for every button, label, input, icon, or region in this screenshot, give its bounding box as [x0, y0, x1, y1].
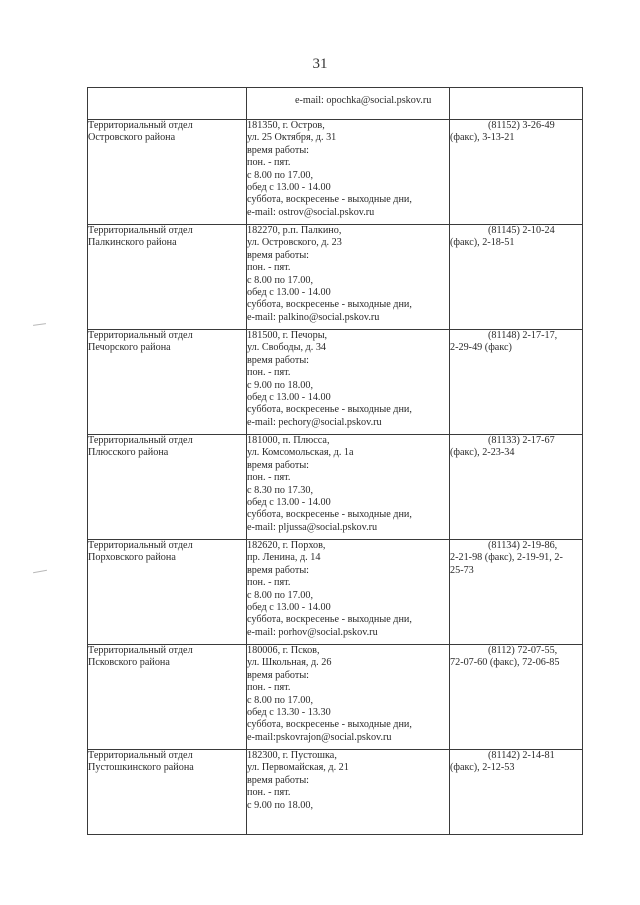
address-line: 182270, р.п. Палкино,	[247, 225, 342, 236]
phone-line: (81152) 3-26-49	[488, 120, 555, 131]
address-line: 182620, г. Порхов,	[247, 540, 326, 551]
address-line: время работы:	[247, 354, 309, 366]
address-line: 182300, г. Пустошка,	[247, 750, 337, 761]
address-line: e-mail: pljussa@social.pskov.ru	[247, 521, 378, 533]
address-line: ул. Первомайская, д. 21	[247, 762, 349, 774]
address-line: пр. Ленина, д. 14	[247, 552, 321, 564]
phone-line: (81148) 2-17-17,	[488, 330, 558, 341]
address-cell	[247, 750, 450, 835]
address-line: с 8.30 по 17.30,	[247, 484, 314, 496]
address-line: обед с 13.00 - 14.00	[247, 287, 331, 299]
dept-cell	[88, 435, 247, 540]
address-line: пон. - пят.	[247, 262, 291, 274]
table-row	[88, 750, 583, 835]
address-line: обед с 13.00 - 14.00	[247, 182, 331, 194]
dept-cell	[88, 540, 247, 645]
address-line: ул. 25 Октября, д. 31	[247, 132, 337, 144]
dept-name-line: Пустошкинского района	[88, 762, 194, 774]
phone-line: (факс), 2-23-34	[450, 447, 515, 459]
address-line: e-mail:pskovrajon@social.pskov.ru	[247, 731, 392, 743]
address-line: суббота, воскресенье - выходные дни,	[247, 509, 412, 521]
phone-line: 2-21-98 (факс), 2-19-91, 2-	[450, 552, 563, 564]
address-line: пон. - пят.	[247, 787, 291, 799]
dept-cell	[88, 88, 247, 120]
phone-line: (факс), 2-18-51	[450, 237, 515, 249]
address-cell	[247, 330, 450, 435]
address-line: 181500, г. Печоры,	[247, 330, 328, 341]
address-line: время работы:	[247, 144, 309, 156]
address-cell	[247, 540, 450, 645]
dept-cell	[88, 645, 247, 750]
address-line: время работы:	[247, 774, 309, 786]
dept-name-line: Территориальный отдел	[88, 330, 193, 341]
scan-mark	[33, 323, 46, 326]
dept-name-line: Порховского района	[88, 552, 176, 564]
phone-line: (8112) 72-07-55,	[488, 645, 558, 656]
address-line: время работы:	[247, 669, 309, 681]
address-line: суббота, воскресенье - выходные дни,	[247, 299, 412, 311]
address-line: с 8.00 по 17.00,	[247, 589, 314, 601]
phone-line: (факс), 2-12-53	[450, 762, 515, 774]
dept-name-line: Территориальный отдел	[88, 435, 193, 446]
table-row	[88, 330, 583, 435]
address-line: обед с 13.00 - 14.00	[247, 392, 331, 404]
address-line: e-mail: porhov@social.pskov.ru	[247, 626, 378, 638]
scan-mark	[33, 570, 47, 573]
address-line: суббота, воскресенье - выходные дни,	[247, 719, 412, 731]
address-cell	[247, 435, 450, 540]
address-line: 181350, г. Остров,	[247, 120, 325, 131]
address-cell	[247, 120, 450, 225]
dept-cell	[88, 330, 247, 435]
address-line: с 9.00 по 18.00,	[247, 799, 314, 811]
dept-name-line: Палкинского района	[88, 237, 177, 249]
table-row	[88, 88, 583, 120]
address-line: ул. Комсомольская, д. 1а	[247, 447, 354, 459]
address-line: обед с 13.00 - 14.00	[247, 602, 331, 614]
address-line: e-mail: palkino@social.pskov.ru	[247, 311, 380, 323]
phone-line: (81134) 2-19-86,	[488, 540, 558, 551]
address-line: пон. - пят.	[247, 577, 291, 589]
table-row	[88, 435, 583, 540]
phone-line: (81142) 2-14-81	[488, 750, 555, 761]
address-line: с 9.00 по 18.00,	[247, 379, 314, 391]
address-line: e-mail: ostrov@social.pskov.ru	[247, 206, 375, 218]
address-line: 181000, п. Плюсса,	[247, 435, 330, 446]
table-row	[88, 645, 583, 750]
departments-table	[87, 87, 583, 835]
address-line: время работы:	[247, 249, 309, 261]
table-row	[88, 120, 583, 225]
dept-cell	[88, 225, 247, 330]
address-line: e-mail: pechory@social.pskov.ru	[247, 416, 382, 428]
phone-cell	[450, 88, 583, 120]
address-line: обед с 13.30 - 13.30	[247, 707, 331, 719]
address-line: время работы:	[247, 564, 309, 576]
address-line: ул. Островского, д. 23	[247, 237, 342, 249]
address-line: пон. - пят.	[247, 472, 291, 484]
page-number: 31	[312, 56, 328, 72]
dept-name-line: Территориальный отдел	[88, 750, 193, 761]
phone-cell	[450, 645, 583, 750]
dept-name-line: Печорского района	[88, 342, 171, 354]
phone-line: 2-29-49 (факс)	[450, 342, 512, 354]
dept-name-line: Территориальный отдел	[88, 540, 193, 551]
address-line: пон. - пят.	[247, 367, 291, 379]
dept-name-line: Плюсского района	[88, 447, 169, 459]
dept-name-line: Псковского района	[88, 657, 170, 669]
address-line: пон. - пят.	[247, 157, 291, 169]
phone-cell	[450, 330, 583, 435]
phone-line: 72-07-60 (факс), 72-06-85	[450, 657, 560, 669]
address-line: с 8.00 по 17.00,	[247, 694, 314, 706]
phone-cell	[450, 540, 583, 645]
table-row	[88, 540, 583, 645]
phone-line: (81145) 2-10-24	[488, 225, 555, 236]
address-line: с 8.00 по 17.00,	[247, 274, 314, 286]
phone-line: (81133) 2-17-67	[488, 435, 555, 446]
address-line: суббота, воскресенье - выходные дни,	[247, 404, 412, 416]
address-line: обед с 13.00 - 14.00	[247, 497, 331, 509]
address-line: время работы:	[247, 459, 309, 471]
address-line: суббота, воскресенье - выходные дни,	[247, 194, 412, 206]
phone-cell	[450, 435, 583, 540]
address-cell	[247, 645, 450, 750]
dept-name-line: Территориальный отдел	[88, 225, 193, 236]
phone-line: (факс), 3-13-21	[450, 132, 515, 144]
dept-name-line: Территориальный отдел	[88, 645, 193, 656]
dept-name-line: Островского района	[88, 132, 176, 144]
dept-name-line: Территориальный отдел	[88, 120, 193, 131]
phone-cell	[450, 120, 583, 225]
dept-cell	[88, 750, 247, 835]
phone-line: 25-73	[450, 564, 474, 576]
dept-cell	[88, 120, 247, 225]
address-cell	[247, 225, 450, 330]
address-line: ул. Школьная, д. 26	[247, 657, 332, 669]
address-line: с 8.00 по 17.00,	[247, 169, 314, 181]
table-row	[88, 225, 583, 330]
email-line: e-mail: opochka@social.pskov.ru	[295, 95, 432, 106]
address-cell	[247, 88, 450, 120]
phone-cell	[450, 750, 583, 835]
address-line: 180006, г. Псков,	[247, 645, 320, 656]
address-line: суббота, воскресенье - выходные дни,	[247, 614, 412, 626]
phone-cell	[450, 225, 583, 330]
address-line: ул. Свободы, д. 34	[247, 342, 327, 354]
address-line: пон. - пят.	[247, 682, 291, 694]
